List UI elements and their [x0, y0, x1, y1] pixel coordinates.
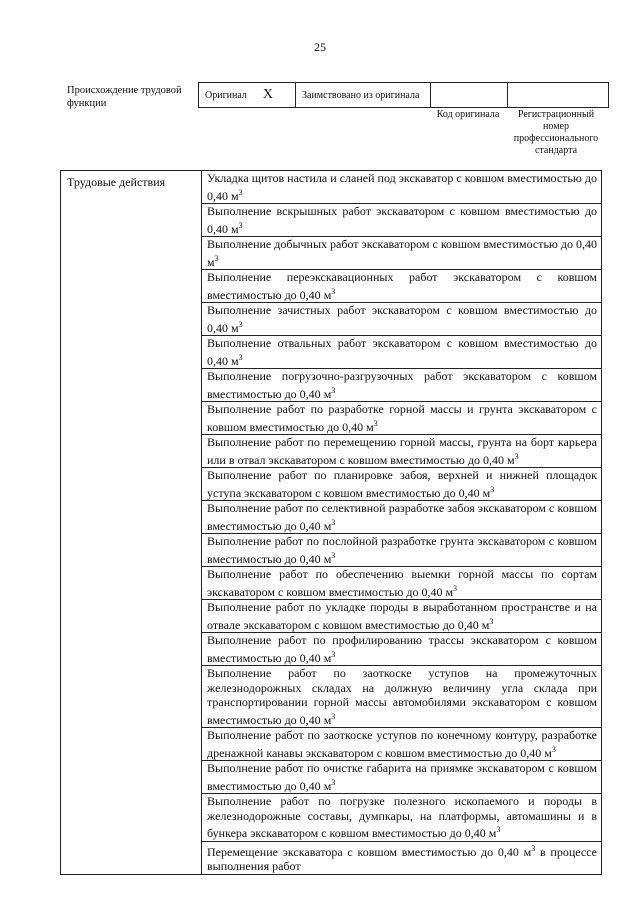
unit-label: м [506, 452, 515, 467]
unit-label: м [231, 320, 239, 335]
labor-actions-table [60, 170, 602, 875]
labor-action-item [202, 468, 602, 501]
unit-label: м [544, 745, 552, 760]
unit-label: м [488, 826, 497, 840]
unit-label: м [323, 712, 332, 727]
original-label: Оригинал [205, 90, 247, 101]
labor-action-item [202, 761, 602, 794]
labor-action-item [202, 567, 602, 600]
unit-exponent: 3 [496, 825, 501, 834]
labor-action-item [202, 841, 602, 874]
unit-exponent: 3 [331, 711, 336, 721]
labor-action-text: Выполнение работ по заоткоске уступов по конечному контуру, разработке дренажной канавы экскаватором с ковшом вместимостью до 0,40 [207, 728, 597, 760]
labor-action-item [202, 666, 602, 728]
labor-action-text: Выполнение работ по планировке забоя, верхней и нижней площадок уступа экскаватором с ковшом вместимостью до 0,40 [207, 468, 597, 500]
labor-action-text: Выполнение работ по очистке габарита на приямке экскаватором с ковшом вместимостью до 0,40 [207, 761, 597, 793]
borrowed-label: Заимствовано из оригинала [302, 89, 420, 101]
unit-label: м [523, 844, 532, 859]
unit-exponent: 3 [453, 583, 458, 593]
labor-action-item [202, 303, 602, 336]
unit-label: м [323, 287, 332, 302]
labor-action-text: Выполнение переэкскавационных работ экскаватором с ковшом вместимостью до 0,40 [207, 270, 597, 302]
unit-label: м [323, 518, 332, 533]
code-cell [431, 83, 508, 108]
unit-exponent: 3 [238, 352, 243, 362]
labor-action-item [202, 600, 602, 633]
original-cell [199, 83, 296, 108]
labor-action-item [202, 270, 602, 303]
labor-action-item [202, 204, 602, 237]
labor-action-text: Выполнение работ по заоткоске уступов на промежуточных железнодорожных складах на должную величину угла склада при транспортировании горной массы автомобилями экскаватором с ковшом вместимостью до 0,40 [207, 666, 597, 727]
labor-action-row [61, 171, 602, 204]
origin-label: Происхождение трудовой функции [67, 85, 182, 109]
labor-action-text: Выполнение работ по обеспечению выемки горной массы по сортам экскаватором с ковшом вместимостью до 0,40 [207, 567, 597, 599]
labor-action-item [202, 728, 602, 761]
unit-exponent: 3 [214, 253, 219, 263]
labor-action-item [202, 534, 602, 567]
unit-exponent: 3 [331, 649, 336, 659]
unit-label: м [323, 778, 332, 793]
unit-label: м [482, 485, 491, 500]
labor-action-text: Перемещение экскаватора с ковшом вместимостью до 0,40 [207, 844, 524, 859]
labor-action-text: Выполнение отвальных работ экскаватором с ковшом вместимостью до 0,40 [207, 336, 597, 368]
labor-action-item [202, 237, 602, 270]
origin-table [198, 82, 609, 108]
labor-action-item [202, 794, 602, 842]
labor-action-text: Выполнение работ по селективной разработке забоя экскаватором с ковшом вместимостью до 0,40 [207, 501, 597, 533]
labor-action-text: Укладка щитов настила и сланей под экскаватор с ковшом вместимостью до 0,40 [207, 171, 597, 203]
unit-label: м [481, 617, 490, 632]
unit-exponent: 3 [238, 220, 243, 230]
unit-exponent: 3 [331, 517, 336, 527]
labor-action-text: Выполнение добычных работ экскаватором с ковшом вместимостью до 0,40 [207, 237, 597, 251]
reg-number-label: Регистрационный номер профессионального стандарта [513, 109, 599, 156]
labor-action-item [202, 633, 602, 666]
unit-label: м [323, 650, 332, 665]
unit-exponent: 3 [531, 843, 536, 853]
labor-action-item [202, 171, 602, 204]
unit-exponent: 3 [331, 777, 336, 787]
unit-label: м [231, 353, 239, 368]
unit-label: м [231, 188, 239, 203]
labor-action-text: Выполнение работ по послойной разработке грунта экскаватором с ковшом вместимостью до 0,40 [207, 534, 597, 566]
unit-exponent: 3 [489, 616, 494, 626]
labor-action-item [202, 501, 602, 534]
unit-label: м [323, 551, 332, 566]
labor-action-text: Выполнение работ по разработке горной массы и грунта экскаватором с ковшом вместимостью до 0,40 [207, 402, 597, 434]
labor-action-item [202, 369, 602, 402]
borrowed-cell [296, 83, 431, 108]
original-mark: X [262, 87, 274, 102]
labor-action-text: Выполнение погрузочно-разгрузочных работ экскаватором с ковшом вместимостью до 0,40 [207, 369, 597, 401]
unit-exponent: 3 [490, 484, 495, 494]
unit-label: м [323, 386, 332, 401]
unit-label: м [231, 221, 239, 236]
labor-action-text: Выполнение вскрышных работ экскаватором с ковшом вместимостью до 0,40 [207, 204, 597, 236]
unit-exponent: 3 [373, 418, 378, 428]
labor-action-text: Выполнение работ по укладке породы в выработанном пространстве и на отвале экскаватором с ковшом вместимостью до 0,40 [207, 600, 597, 632]
labor-action-tail: в процессе выполнения работ [207, 844, 597, 873]
labor-actions-header: Трудовые действия [61, 171, 202, 875]
unit-exponent: 3 [238, 319, 243, 329]
unit-label: м [207, 254, 215, 269]
labor-action-text: Выполнение зачистных работ экскаватором с ковшом вместимостью до 0,40 [207, 303, 597, 335]
unit-exponent: 3 [514, 451, 519, 461]
labor-action-text: Выполнение работ по перемещению горной массы, грунта на борт карьера или в отвал экскаватором с ковшом вместимостью до 0,40 [207, 435, 597, 467]
unit-label: м [445, 584, 454, 599]
unit-exponent: 3 [238, 187, 243, 197]
page-number: 25 [314, 40, 326, 54]
labor-action-item [202, 336, 602, 369]
labor-action-text: Выполнение работ по погрузке полезного ископаемого и породы в железнодорожные составы, думпкары, на платформы, автомашины и в бункера экскаватором с ковшом вместимостью до 0,40 [207, 794, 597, 840]
unit-exponent: 3 [331, 385, 336, 395]
unit-exponent: 3 [331, 550, 336, 560]
code-label: Код оригинала [436, 109, 500, 120]
labor-action-item [202, 402, 602, 435]
labor-action-item [202, 435, 602, 468]
unit-exponent: 3 [331, 286, 336, 296]
unit-label: м [366, 419, 374, 434]
unit-exponent: 3 [551, 744, 556, 754]
reg-number-cell [508, 83, 609, 108]
labor-action-text: Выполнение работ по профилированию трассы экскаватором с ковшом вместимостью до 0,40 [207, 633, 597, 665]
